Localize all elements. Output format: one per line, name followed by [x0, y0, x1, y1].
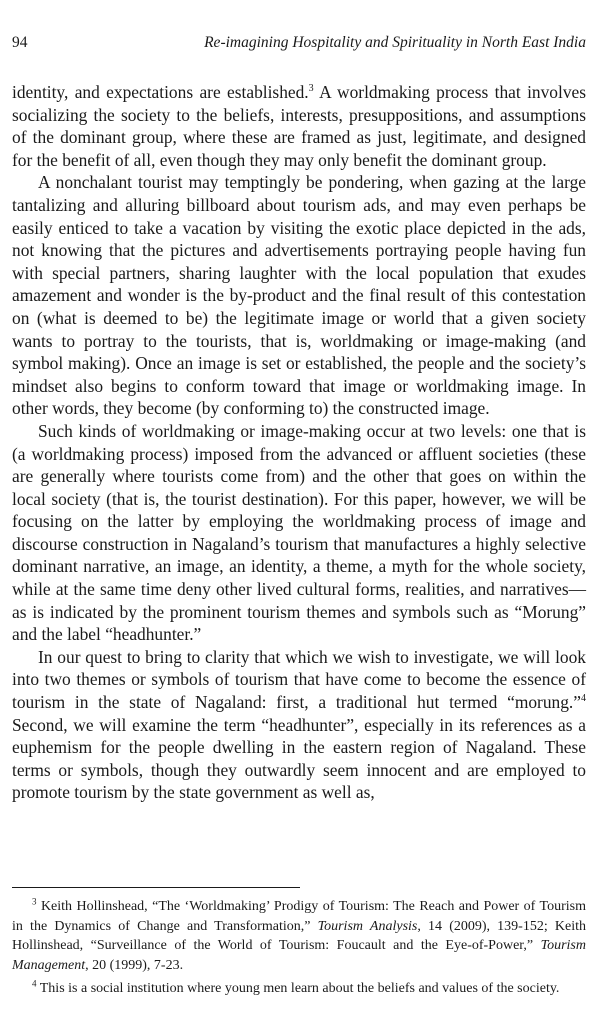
paragraph-4-text-b: Second, we will examine the term “headhunter”, especially in its references as a euphemism for the people dwelling in the eastern region of Nagaland. These terms or symbols, though they outwardly seem innocent and are employed to promote tourism by the state government as well as, [12, 714, 586, 803]
footnote-ref-4[interactable]: 4 [581, 693, 586, 705]
footnote-divider [12, 887, 300, 888]
footnote-3-journal-2: Tourism Management [12, 938, 586, 973]
paragraph-1-text-a: identity, and expectations are established. [12, 82, 309, 102]
footnote-3-journal-1: Tourism Analysis [317, 918, 418, 934]
page-header [12, 34, 586, 58]
paragraph-4-text-a: In our quest to bring to clarity that which we wish to investigate, we will look into two themes or symbols of tourism that have come to become the essence of tourism in the state of Nagaland: first, a traditional hut termed “morung.” [12, 646, 586, 713]
footnote-3 [12, 897, 586, 975]
paragraph-3: Such kinds of worldmaking or image-making occur at two levels: one that is (a worldmaking process) imposed from the advanced or affluent societies (these are generally where tourists come from) and the other that goes on within the local society (that is, the tourist destination). For this paper, however, we will be focusing on the latter by employing the worldmaking process of image and discourse construction in Nagaland’s tourism that manufactures a highly selective dominant narrative, an image, an identity, a theme, a myth for the whole society, while at the same time deny other lived cultural forms, realities, and narratives—as is indicated by the prominent tourism themes and symbols such as “Morung” and the label “headhunter.” [12, 420, 586, 645]
footnotes [12, 897, 586, 1003]
footnote-ref-3[interactable]: 3 [308, 83, 314, 95]
footnote-3-text-c: , 20 (1999), 7-23. [85, 957, 184, 973]
footnote-3-text-b: , 14 (2009), 139-152; Keith Hollinshead, “Surveillance of the World of Tourism: Foucault and the Eye-of-Power,” [12, 918, 586, 953]
running-title: Re-imagining Hospitality and Spirituality in North East India [204, 34, 586, 51]
footnote-3-number: 3 [32, 896, 37, 907]
paragraph-1 [12, 81, 586, 171]
footnote-3-text-a: Keith Hollinshead, “The ‘Worldmaking’ Prodigy of Tourism: The Reach and Power of Tourism in the Dynamics of Change and Transformation,” [12, 899, 586, 934]
footnote-4-text: This is a social institution where young men learn about the beliefs and values of the society. [36, 981, 560, 996]
paragraph-2: A nonchalant tourist may temptingly be pondering, when gazing at the large tantalizing and alluring billboard about tourism ads, and may even perhaps be easily enticed to take a vacation by visiting the exotic place depicted in the ads, not knowing that the pictures and advertisements portraying people having fun with special partners, sharing laughter with the local population that exudes amazement and wonder is the by-product and the final result of this contestation on (what is deemed to be) the legitimate image or world that a given society wants to portray to the tourists, that is, worldmaking or image-making (and symbol making). Once an image is set or established, the people and the society’s mindset also begins to conform toward that image or worldmaking image. In other words, they become (by conforming to) the constructed image. [12, 172, 586, 419]
paragraph-1-text-b: A worldmaking process that involves socializing the society to the beliefs, interests, presuppositions, and assumptions of the dominant group, where these are framed as just, legitimate, and designed for the benefit of all, even though they may only benefit the dominant group. [12, 82, 587, 170]
paragraph-4 [12, 646, 586, 804]
footnote-4-number: 4 [32, 978, 37, 989]
footnote-4 [12, 979, 586, 999]
body-text [12, 81, 586, 804]
page-number: 94 [12, 34, 28, 51]
